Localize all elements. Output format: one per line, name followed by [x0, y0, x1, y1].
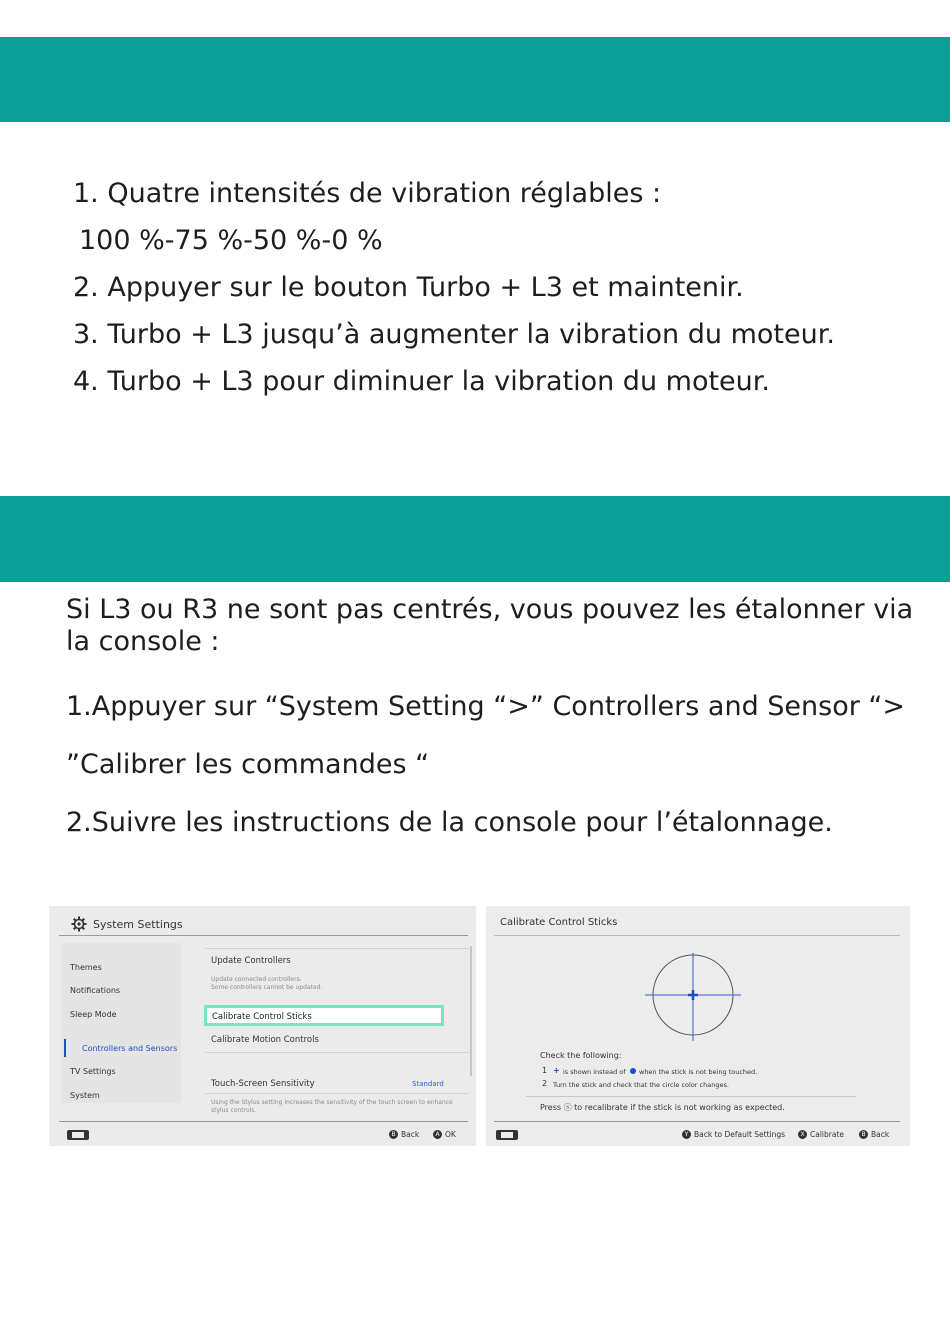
calibrate-sticks-screenshot [486, 906, 910, 1146]
vibration-instructions [73, 170, 835, 405]
list-divider [205, 1052, 469, 1053]
row-2-number: 2 [542, 1079, 548, 1088]
touch-description-2: stylus controls. [211, 1107, 257, 1114]
dot-icon [630, 1068, 636, 1074]
touch-sensitivity-item[interactable]: Touch-Screen Sensitivity [211, 1079, 315, 1089]
footer-divider [494, 1121, 900, 1122]
calibrate-sticks-label: Calibrate Control Sticks [212, 1012, 312, 1022]
content-divider [526, 1096, 856, 1097]
list-divider [205, 948, 469, 949]
ok-button[interactable] [433, 1130, 456, 1139]
console-icon [67, 1130, 89, 1140]
row-1-number: 1 [542, 1066, 548, 1075]
scrollbar[interactable] [470, 946, 472, 1076]
calibration-step-2: 2.Suivre les instructions de la console pour l’étalonnage. [66, 807, 833, 838]
system-settings-screenshot [49, 906, 476, 1146]
default-settings-button[interactable] [682, 1130, 785, 1139]
sidebar-item-notifications[interactable]: Notifications [70, 986, 121, 995]
calibrate-button[interactable] [798, 1130, 844, 1139]
recalibrate-hint: Press ⓢ to recalibrate if the stick is not working as expected. [540, 1103, 785, 1112]
settings-header [71, 916, 183, 932]
row-1-text-b: when the stick is not being touched. [639, 1068, 758, 1076]
calibrate-sticks-item[interactable] [204, 1005, 444, 1026]
console-icon [496, 1130, 518, 1140]
header-divider [494, 935, 900, 936]
calibrate-motion-item[interactable]: Calibrate Motion Controls [211, 1035, 319, 1045]
a-button-icon: A [433, 1130, 442, 1139]
calibration-step-1: 1.Appuyer sur “System Setting “>” Controllers and Sensor “> [66, 691, 906, 722]
plus-icon: + [553, 1066, 560, 1075]
update-description-2: Some controllers cannot be updated. [211, 984, 323, 991]
vibration-line-5: 4. Turbo + L3 pour diminuer la vibration du moteur. [73, 366, 770, 397]
b-button-icon: B [389, 1130, 398, 1139]
calibration-step-1b: ”Calibrer les commandes “ [66, 749, 430, 780]
header-divider [59, 935, 468, 936]
sidebar-item-system[interactable]: System [70, 1091, 100, 1100]
calibrate-title: Calibrate Control Sticks [500, 917, 618, 928]
back-label: Back [871, 1130, 890, 1139]
x-button-icon: X [798, 1130, 807, 1139]
vibration-line-1: 1. Quatre intensités de vibration réglables : [73, 178, 662, 209]
back-label: Back [401, 1130, 420, 1139]
touch-sensitivity-value: Standard [412, 1080, 444, 1088]
vibration-line-4: 3. Turbo + L3 jusqu’à augmenter la vibration du moteur. [73, 319, 835, 350]
vibration-line-3: 2. Appuyer sur le bouton Turbo + L3 et maintenir. [73, 272, 744, 303]
footer-divider [59, 1121, 468, 1122]
calibration-intro: Si L3 ou R3 ne sont pas centrés, vous pouvez les étalonner via la console : [66, 594, 914, 657]
sidebar-item-tv-settings[interactable]: TV Settings [70, 1067, 116, 1076]
b-button-icon: B [859, 1130, 868, 1139]
sidebar-active-indicator [64, 1039, 66, 1057]
update-description-1: Update connected controllers. [211, 976, 302, 983]
y-button-icon: Y [682, 1130, 691, 1139]
row-2-text: Turn the stick and check that the circle color changes. [553, 1081, 729, 1089]
calibration-instructions [66, 594, 936, 852]
calibrate-label: Calibrate [810, 1130, 844, 1139]
sidebar-item-controllers[interactable]: Controllers and Sensors [82, 1044, 178, 1053]
header-band-middle [0, 496, 950, 582]
check-heading: Check the following: [540, 1051, 622, 1060]
settings-title: System Settings [93, 917, 183, 931]
sidebar-item-themes[interactable]: Themes [70, 963, 102, 972]
sidebar-item-sleep-mode[interactable]: Sleep Mode [70, 1010, 117, 1019]
stick-crosshair-icon [641, 951, 745, 1043]
back-button[interactable] [859, 1130, 889, 1139]
row-1-text-a: is shown instead of [563, 1068, 626, 1076]
touch-description-1: Using the Stylus setting increases the sensitivity of the touch screen to enhance [211, 1099, 453, 1106]
ok-label: OK [445, 1130, 456, 1139]
default-settings-label: Back to Default Settings [694, 1130, 786, 1139]
gear-icon [71, 916, 87, 932]
update-controllers-item[interactable]: Update Controllers [211, 956, 291, 966]
back-button[interactable] [389, 1130, 419, 1139]
list-divider [205, 1093, 469, 1094]
header-band-top [0, 37, 950, 122]
vibration-line-2: 100 %-75 %-50 %-0 % [79, 225, 383, 256]
